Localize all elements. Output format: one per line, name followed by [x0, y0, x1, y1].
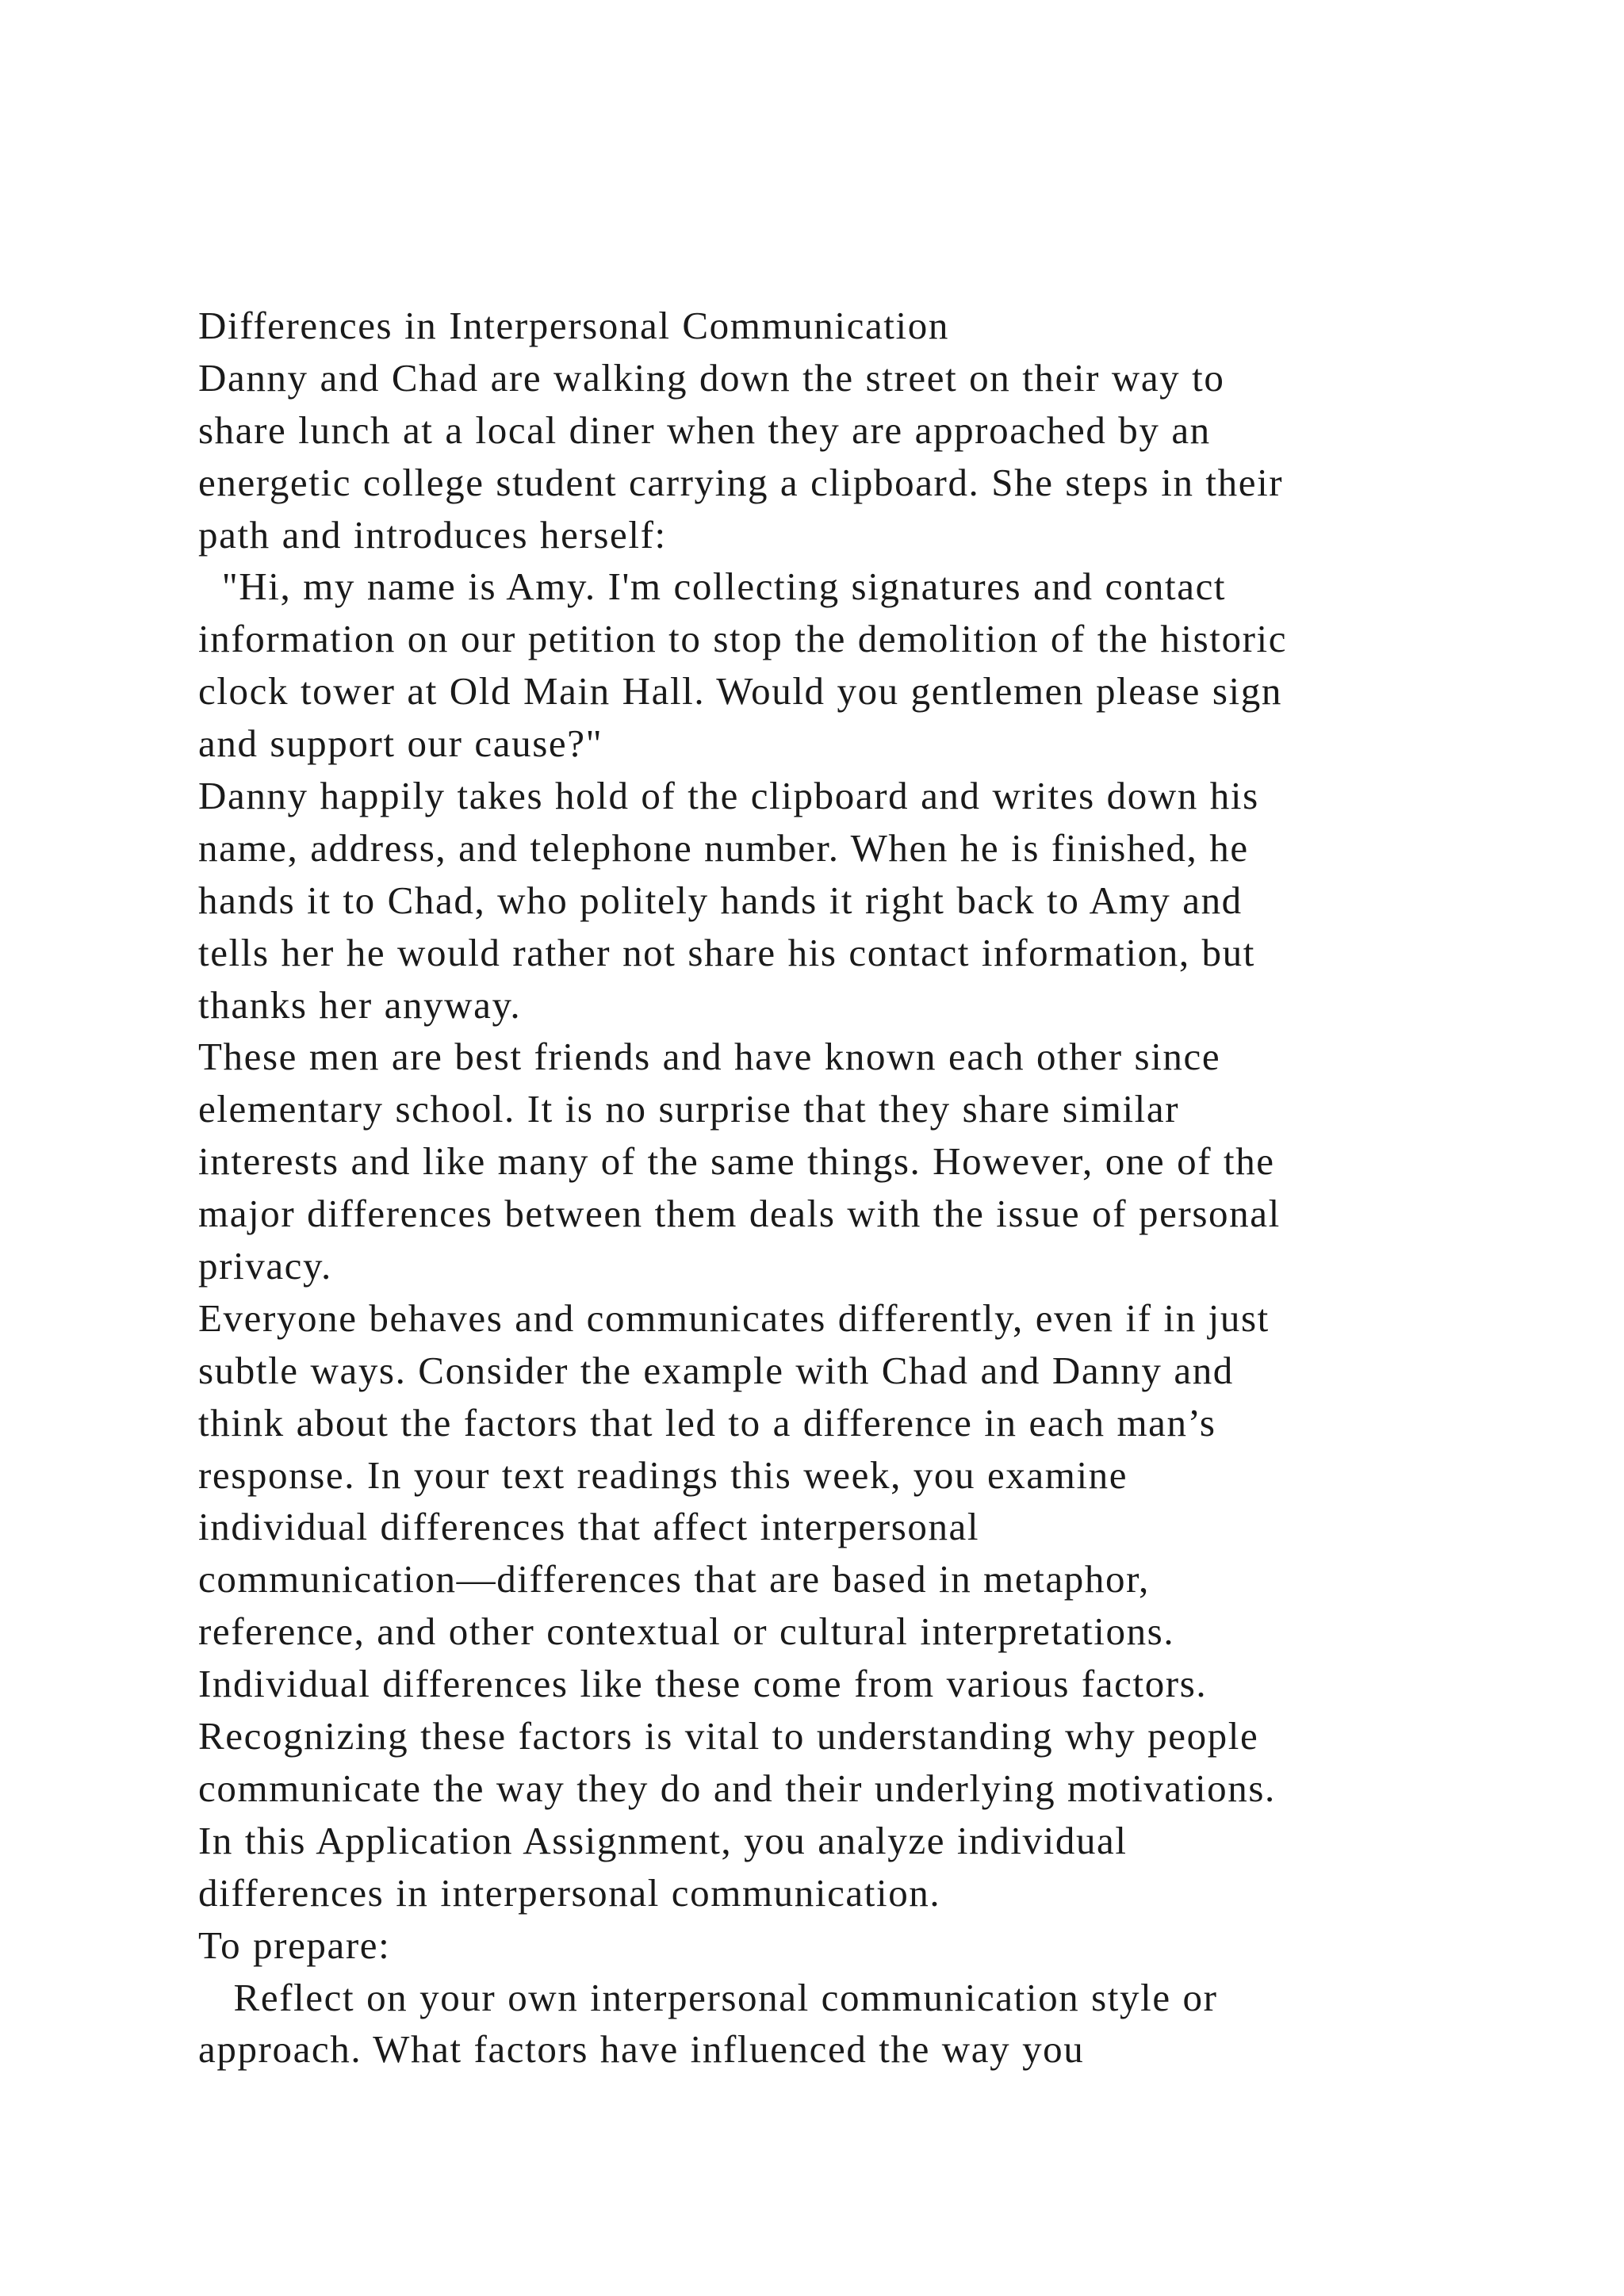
- text-line: "Hi, my name is Amy. I'm collecting signatures and contact: [198, 564, 1227, 609]
- text-line: interests and like many of the same things. However, one of the: [198, 1139, 1275, 1184]
- text-line: think about the factors that led to a difference in each man’s: [198, 1400, 1216, 1445]
- section-heading: To prepare:: [198, 1923, 391, 1967]
- text-line: share lunch at a local diner when they are approached by an: [198, 408, 1211, 452]
- text-line: elementary school. It is no surprise that they share similar: [198, 1087, 1180, 1131]
- text-line: major differences between them deals with the issue of personal: [198, 1192, 1281, 1236]
- text-line: Recognizing these factors is vital to understanding why people: [198, 1714, 1259, 1758]
- text-line: communication—differences that are based in metaphor,: [198, 1557, 1150, 1601]
- text-line: path and introduces herself:: [198, 512, 667, 557]
- text-line: thanks her anyway.: [198, 982, 522, 1027]
- text-line: subtle ways. Consider the example with Chad and Danny and: [198, 1348, 1234, 1392]
- text-line: communicate the way they do and their underlying motivations.: [198, 1766, 1276, 1810]
- text-line: Everyone behaves and communicates differently, even if in just: [198, 1295, 1270, 1340]
- text-line: individual differences that affect interpersonal: [198, 1505, 980, 1549]
- document-body: [198, 300, 1499, 2076]
- text-line: Reflect on your own interpersonal communication style or: [198, 1975, 1218, 2019]
- text-line: clock tower at Old Main Hall. Would you gentlemen please sign: [198, 669, 1282, 714]
- text-line: differences in interpersonal communication.: [198, 1870, 941, 1915]
- text-line: response. In your text readings this week, you examine: [198, 1452, 1128, 1497]
- text-line: Danny happily takes hold of the clipboard and writes down his: [198, 774, 1259, 818]
- text-line: energetic college student carrying a clipboard. She steps in their: [198, 460, 1284, 504]
- text-line: and support our cause?": [198, 721, 603, 766]
- text-line: Danny and Chad are walking down the street on their way to: [198, 355, 1225, 400]
- text-line: In this Application Assignment, you analyze individual: [198, 1818, 1128, 1862]
- text-line: tells her he would rather not share his contact information, but: [198, 930, 1255, 974]
- text-line: reference, and other contextual or cultural interpretations.: [198, 1609, 1175, 1654]
- text-line: privacy.: [198, 1244, 332, 1288]
- text-line: name, address, and telephone number. When he is finished, he: [198, 825, 1249, 870]
- text-line: hands it to Chad, who politely hands it right back to Amy and: [198, 878, 1243, 922]
- document-title: Differences in Interpersonal Communication: [198, 304, 949, 347]
- text-line: information on our petition to stop the demolition of the historic: [198, 617, 1288, 661]
- text-line: Individual differences like these come from various factors.: [198, 1662, 1208, 1706]
- text-line: These men are best friends and have known each other since: [198, 1035, 1221, 1079]
- text-line: approach. What factors have influenced the way you: [198, 2027, 1085, 2072]
